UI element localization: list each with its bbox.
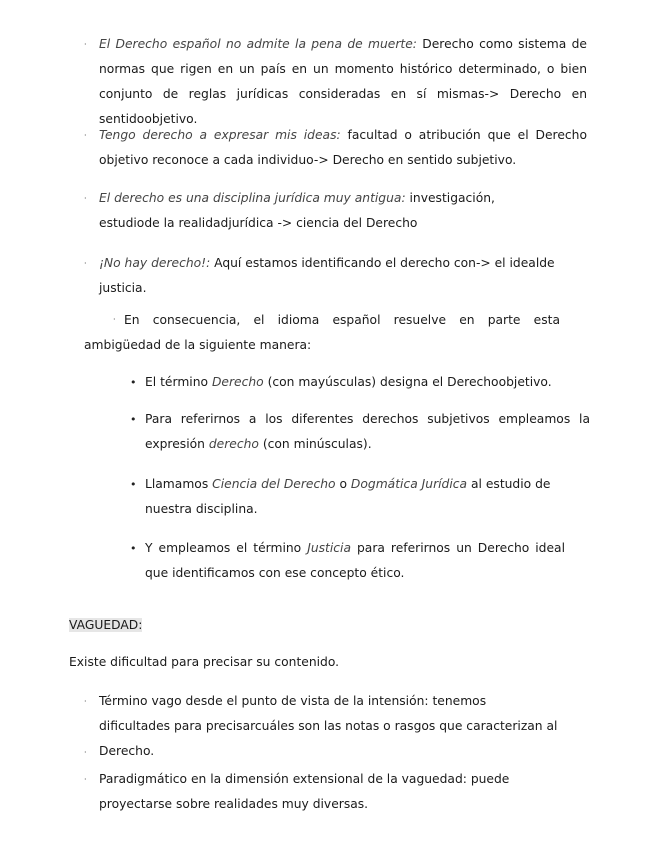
bullet: · <box>84 131 87 140</box>
italic-term: derecho <box>208 437 259 451</box>
list-item-derechos-subjetivos <box>145 407 590 457</box>
list-item-expresar-ideas <box>99 123 587 173</box>
section-heading <box>69 613 142 638</box>
bullet: • <box>130 478 137 491</box>
italic-term: Ciencia del Derecho <box>212 477 336 491</box>
text: Y empleamos el término <box>145 541 308 555</box>
list-item-pena-de-muerte <box>99 32 587 132</box>
bullet: • <box>130 413 137 426</box>
italic-term: Dogmática Jurídica <box>350 477 468 491</box>
bullet: · <box>84 697 87 706</box>
text: o <box>335 477 351 491</box>
explanation: Derecho como sistema de normas que rigen en un país en un momento histórico determinado, o bien conjunto de reglas jurídicas consideradas en sí mismas-> Derecho en sentidoobjetivo. <box>99 37 588 126</box>
text: Llamamos <box>145 477 213 491</box>
heading-text: VAGUEDAD: <box>69 618 143 632</box>
list-item-termino-derecho <box>145 370 590 395</box>
vagueness-item-extensional: Paradigmático en la dimensión extensional de la vaguedad: puede proyectarse sobre realidades muy diversas. <box>99 772 510 811</box>
bullet: · <box>84 775 87 784</box>
example-phrase: Tengo derecho a expresar mis ideas: <box>99 128 341 142</box>
bullet: · <box>113 315 116 324</box>
consequence-paragraph: En consecuencia, el idioma español resuelve en parte esta ambigüedad de la siguiente manera: <box>84 313 560 352</box>
bullet: · <box>84 40 87 49</box>
list-item-justicia <box>145 536 565 586</box>
explanation: facultad o atribución que el Derecho objetivo reconoce a cada individuo-> Derecho en sentido subjetivo. <box>99 128 587 167</box>
example-phrase: ¡No hay derecho!: <box>99 256 211 270</box>
example-phrase: El derecho es una disciplina jurídica muy antigua: <box>99 191 406 205</box>
bullet: · <box>84 259 87 268</box>
section-intro: Existe dificultad para precisar su contenido. <box>69 655 340 669</box>
bullet: • <box>130 376 137 389</box>
text: al estudio de nuestra disciplina. <box>145 477 551 516</box>
bullet: • <box>130 542 137 555</box>
text: (con minúsculas). <box>258 437 372 451</box>
explanation: Aquí estamos identificando el derecho con-> el idealde justicia. <box>99 256 555 295</box>
list-item-ciencia-del-derecho <box>145 472 560 522</box>
list-item-disciplina-antigua <box>99 186 539 236</box>
italic-term: Derecho <box>211 375 264 389</box>
list-item-no-hay-derecho <box>99 251 587 301</box>
text: para referirnos un Derecho ideal que identificamos con ese concepto ético. <box>145 541 566 580</box>
text: El término <box>145 375 212 389</box>
bullet: · <box>84 194 87 203</box>
explanation: investigación, estudiode la realidadjurídica -> ciencia del Derecho <box>99 191 495 230</box>
example-phrase: El Derecho español no admite la pena de muerte: <box>99 37 417 51</box>
bullet: · <box>84 748 87 757</box>
text: Para referirnos a los diferentes derechos subjetivos empleamos la expresión <box>145 412 590 451</box>
vagueness-item-intension: Término vago desde el punto de vista de la intensión: tenemos dificultades para precisarcuáles son las notas o rasgos que caracterizan al Derecho. <box>99 694 558 758</box>
text: (con mayúsculas) designa el Derechoobjetivo. <box>263 375 552 389</box>
italic-term: Justicia <box>307 541 351 555</box>
